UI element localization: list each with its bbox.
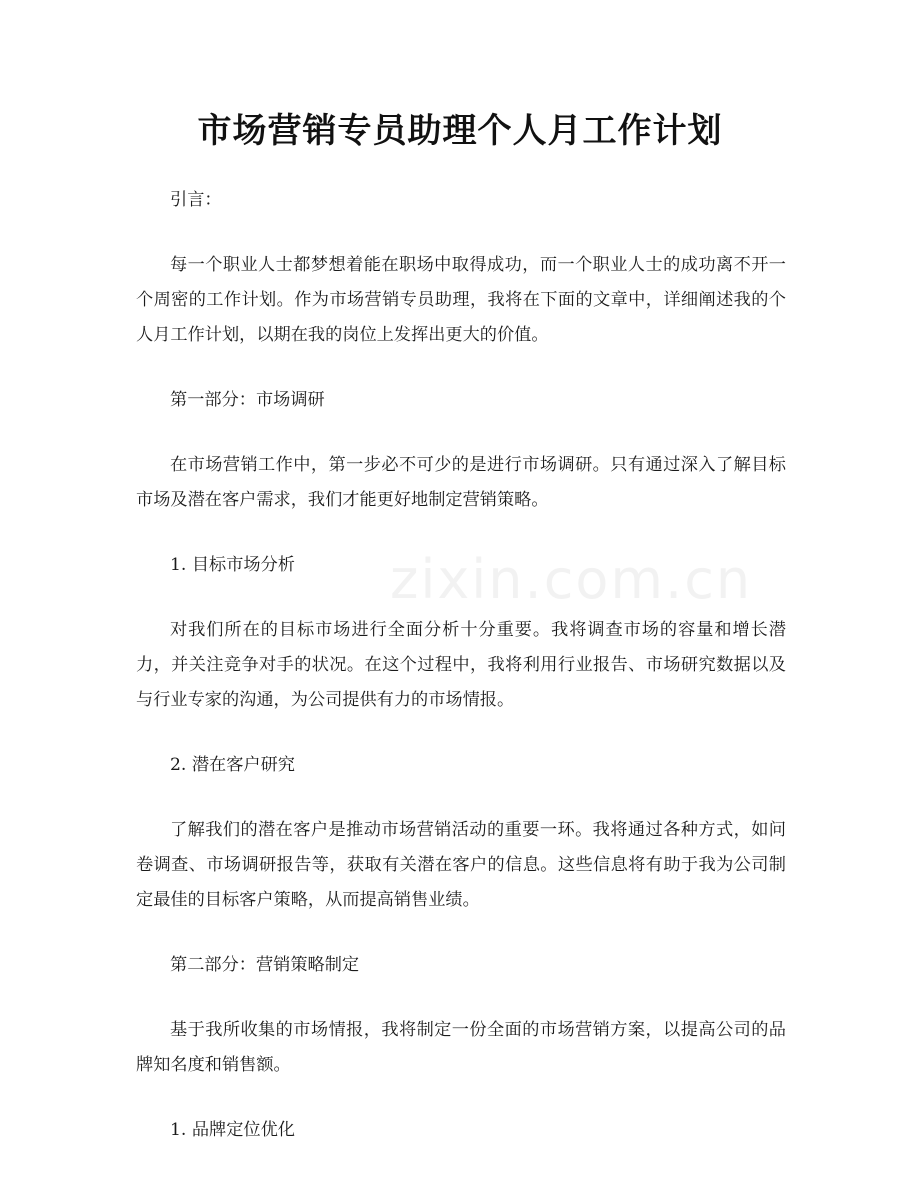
subsection-1-1-heading: 1. 目标市场分析 — [170, 555, 295, 575]
subsection-2-1-heading: 1. 品牌定位优化 — [170, 1120, 295, 1140]
intro-heading: 引言： — [170, 190, 222, 210]
document-body — [136, 183, 786, 1178]
document-title: 市场营销专员助理个人月工作计划 — [197, 111, 723, 151]
subsection-1-2-heading: 2. 潜在客户研究 — [170, 755, 295, 775]
watermark: zixin.com.cn — [390, 548, 753, 611]
subsection-1-1-paragraph: 对我们所在的目标市场进行全面分析十分重要。我将调查市场的容量和增长潜力，并关注竞争对手的状况。在这个过程中，我将利用行业报告、市场研究数据以及与行业专家的沟通，为公司提供有力的市场情报。 — [136, 620, 786, 710]
section-1-heading: 第一部分：市场调研 — [170, 390, 325, 410]
section-2-heading: 第二部分：营销策略制定 — [170, 955, 360, 975]
section-2-paragraph: 基于我所收集的市场情报，我将制定一份全面的市场营销方案，以提高公司的品牌知名度和销售额。 — [136, 1020, 786, 1075]
intro-paragraph: 每一个职业人士都梦想着能在职场中取得成功，而一个职业人士的成功离不开一个周密的工作计划。作为市场营销专员助理，我将在下面的文章中，详细阐述我的个人月工作计划，以期在我的岗位上发挥出更大的价值。 — [136, 255, 786, 345]
section-1-paragraph: 在市场营销工作中，第一步必不可少的是进行市场调研。只有通过深入了解目标市场及潜在客户需求，我们才能更好地制定营销策略。 — [136, 455, 786, 510]
subsection-1-2-paragraph: 了解我们的潜在客户是推动市场营销活动的重要一环。我将通过各种方式，如问卷调查、市场调研报告等，获取有关潜在客户的信息。这些信息将有助于我为公司制定最佳的目标客户策略，从而提高销售业绩。 — [136, 820, 786, 910]
